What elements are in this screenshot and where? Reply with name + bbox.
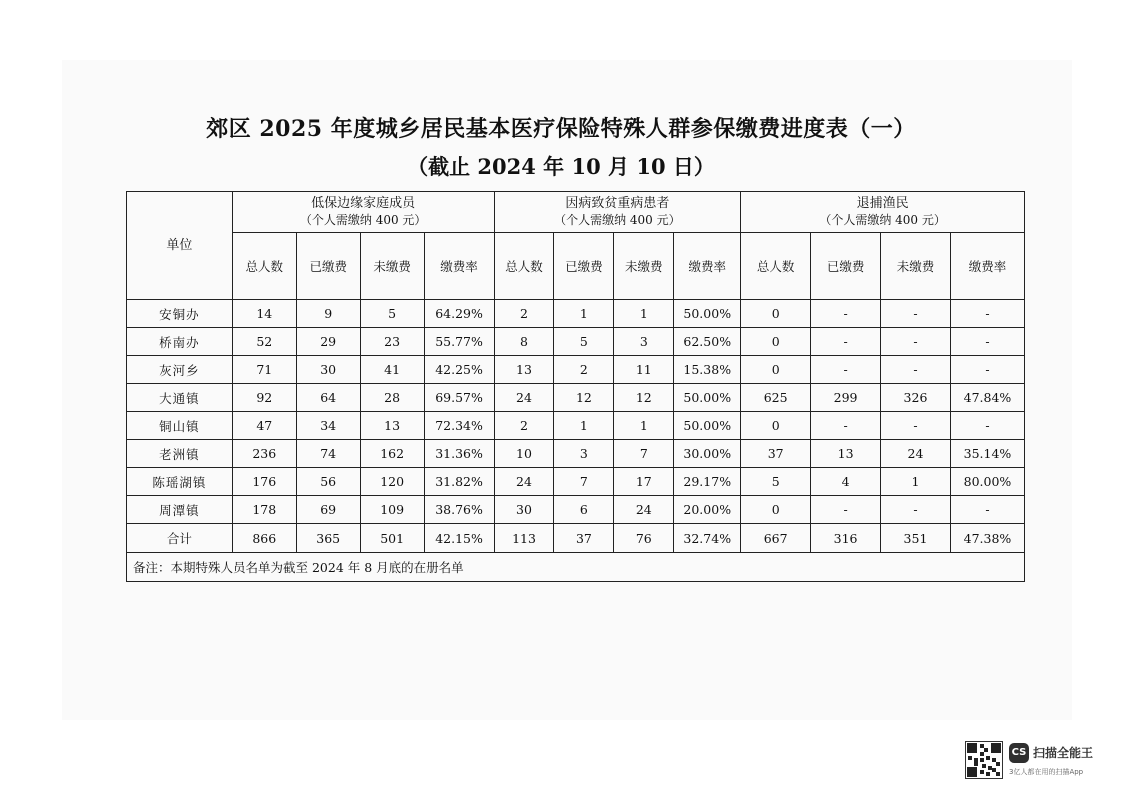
value-cell: - (811, 412, 881, 440)
value-cell: 7 (614, 440, 674, 468)
value-cell: 76 (614, 524, 674, 553)
value-cell: 37 (554, 524, 614, 553)
value-cell: 42.15% (424, 524, 494, 553)
qr-code-icon (965, 741, 1003, 779)
value-cell: 236 (232, 440, 296, 468)
camscanner-logo-icon: CS (1009, 743, 1029, 763)
value-cell: 47 (232, 412, 296, 440)
value-cell: 71 (232, 356, 296, 384)
value-cell: 64 (296, 384, 360, 412)
qr-module (996, 762, 1000, 766)
unit-cell: 大通镇 (127, 384, 233, 412)
value-cell: - (881, 356, 951, 384)
value-cell: 5 (741, 468, 811, 496)
group-name: 因病致贫重病患者 (565, 196, 670, 211)
value-cell: - (881, 300, 951, 328)
column-header: 已缴费 (811, 233, 881, 300)
table-row (127, 468, 1025, 496)
value-cell: 120 (360, 468, 424, 496)
column-header: 缴费率 (424, 233, 494, 300)
value-cell: 1 (614, 300, 674, 328)
value-cell: 162 (360, 440, 424, 468)
table-row (127, 412, 1025, 440)
value-cell: 6 (554, 496, 614, 524)
value-cell: 1 (554, 412, 614, 440)
value-cell: 15.38% (674, 356, 741, 384)
document-title: 郊区 2025 年度城乡居民基本医疗保险特殊人群参保缴费进度表（一） (206, 116, 916, 142)
column-header-row (127, 233, 1025, 300)
value-cell: 501 (360, 524, 424, 553)
value-cell: 24 (881, 440, 951, 468)
qr-module (980, 758, 984, 762)
value-cell: 62.50% (674, 328, 741, 356)
value-cell: 176 (232, 468, 296, 496)
table-row (127, 496, 1025, 524)
value-cell: 42.25% (424, 356, 494, 384)
value-cell: 69.57% (424, 384, 494, 412)
table-row (127, 328, 1025, 356)
value-cell: - (950, 300, 1024, 328)
unit-cell: 老洲镇 (127, 440, 233, 468)
note-row (127, 553, 1025, 582)
value-cell: 2 (494, 412, 554, 440)
value-cell: 80.00% (950, 468, 1024, 496)
value-cell: 56 (296, 468, 360, 496)
table-row (127, 440, 1025, 468)
column-header: 总人数 (232, 233, 296, 300)
column-header: 缴费率 (674, 233, 741, 300)
column-header: 总人数 (741, 233, 811, 300)
column-header: 已缴费 (554, 233, 614, 300)
value-cell: 3 (554, 440, 614, 468)
value-cell: - (950, 496, 1024, 524)
watermark-tagline: 3亿人都在用的扫描App (1009, 768, 1084, 776)
value-cell: 7 (554, 468, 614, 496)
value-cell: 1 (881, 468, 951, 496)
value-cell: 24 (494, 468, 554, 496)
value-cell: 30 (296, 356, 360, 384)
unit-cell: 周潭镇 (127, 496, 233, 524)
value-cell: 55.77% (424, 328, 494, 356)
value-cell: 50.00% (674, 412, 741, 440)
value-cell: 37 (741, 440, 811, 468)
qr-module (982, 764, 986, 768)
qr-module (974, 762, 978, 766)
value-cell: - (881, 496, 951, 524)
value-cell: 13 (360, 412, 424, 440)
value-cell: 24 (494, 384, 554, 412)
value-cell: 12 (614, 384, 674, 412)
unit-cell: 桥南办 (127, 328, 233, 356)
value-cell: - (950, 412, 1024, 440)
value-cell: 0 (741, 496, 811, 524)
column-header: 未缴费 (360, 233, 424, 300)
value-cell: 50.00% (674, 300, 741, 328)
group-note: （个人需缴纳 400 元） (819, 213, 946, 227)
value-cell: 10 (494, 440, 554, 468)
column-header: 总人数 (494, 233, 554, 300)
qr-finder-mark (967, 767, 977, 777)
group-name: 低保边缘家庭成员 (311, 196, 416, 211)
value-cell: 31.36% (424, 440, 494, 468)
value-cell: - (881, 412, 951, 440)
value-cell: 64.29% (424, 300, 494, 328)
value-cell: 74 (296, 440, 360, 468)
table-row (127, 300, 1025, 328)
unit-header: 单位 (127, 192, 233, 300)
value-cell: 2 (494, 300, 554, 328)
value-cell: - (811, 328, 881, 356)
value-cell: 866 (232, 524, 296, 553)
group-header-low-income (232, 192, 494, 233)
value-cell: 52 (232, 328, 296, 356)
unit-cell: 铜山镇 (127, 412, 233, 440)
value-cell: 9 (296, 300, 360, 328)
value-cell: 50.00% (674, 384, 741, 412)
column-header: 已缴费 (296, 233, 360, 300)
unit-cell: 灰河乡 (127, 356, 233, 384)
value-cell: 5 (360, 300, 424, 328)
watermark-app-name: 扫描全能王 (1033, 746, 1094, 760)
value-cell: 24 (614, 496, 674, 524)
value-cell: 0 (741, 356, 811, 384)
value-cell: 23 (360, 328, 424, 356)
value-cell: 8 (494, 328, 554, 356)
group-header-fishermen (741, 192, 1025, 233)
qr-module (984, 748, 988, 752)
value-cell: 72.34% (424, 412, 494, 440)
value-cell: 299 (811, 384, 881, 412)
value-cell: 0 (741, 300, 811, 328)
column-header: 未缴费 (881, 233, 951, 300)
table-row (127, 384, 1025, 412)
table-row (127, 356, 1025, 384)
qr-module (996, 772, 1000, 776)
unit-cell: 合计 (127, 524, 233, 553)
value-cell: 351 (881, 524, 951, 553)
qr-module (986, 756, 990, 760)
value-cell: 41 (360, 356, 424, 384)
progress-table (126, 191, 1025, 582)
value-cell: - (811, 300, 881, 328)
value-cell: 14 (232, 300, 296, 328)
value-cell: 34 (296, 412, 360, 440)
value-cell: 3 (614, 328, 674, 356)
column-header: 缴费率 (950, 233, 1024, 300)
unit-cell: 安铜办 (127, 300, 233, 328)
value-cell: 29 (296, 328, 360, 356)
value-cell: 326 (881, 384, 951, 412)
column-header: 未缴费 (614, 233, 674, 300)
value-cell: - (950, 356, 1024, 384)
group-name: 退捕渔民 (856, 196, 909, 211)
value-cell: 11 (614, 356, 674, 384)
value-cell: 38.76% (424, 496, 494, 524)
value-cell: 5 (554, 328, 614, 356)
value-cell: 113 (494, 524, 554, 553)
value-cell: 0 (741, 328, 811, 356)
value-cell: 47.38% (950, 524, 1024, 553)
value-cell: 17 (614, 468, 674, 496)
group-note: （个人需缴纳 400 元） (299, 213, 427, 227)
value-cell: - (811, 496, 881, 524)
value-cell: 13 (494, 356, 554, 384)
value-cell: 365 (296, 524, 360, 553)
value-cell: 13 (811, 440, 881, 468)
value-cell: 35.14% (950, 440, 1024, 468)
scanner-watermark (965, 740, 1115, 780)
value-cell: 4 (811, 468, 881, 496)
value-cell: 31.82% (424, 468, 494, 496)
value-cell: 47.84% (950, 384, 1024, 412)
unit-cell: 陈瑶湖镇 (127, 468, 233, 496)
value-cell: 109 (360, 496, 424, 524)
table-note: 备注：本期特殊人员名单为截至 2024 年 8 月底的在册名单 (127, 553, 1025, 582)
qr-module (968, 756, 972, 760)
qr-module (986, 772, 990, 776)
qr-module (980, 770, 984, 774)
value-cell: 1 (614, 412, 674, 440)
value-cell: 2 (554, 356, 614, 384)
value-cell: 32.74% (674, 524, 741, 553)
total-row (127, 524, 1025, 553)
value-cell: 316 (811, 524, 881, 553)
value-cell: - (950, 328, 1024, 356)
value-cell: 625 (741, 384, 811, 412)
group-header-illness (494, 192, 741, 233)
value-cell: 0 (741, 412, 811, 440)
document-subtitle: （截止 2024 年 10 月 10 日） (407, 154, 715, 179)
qr-finder-mark (967, 743, 977, 753)
value-cell: - (881, 328, 951, 356)
value-cell: 28 (360, 384, 424, 412)
value-cell: 12 (554, 384, 614, 412)
value-cell: 178 (232, 496, 296, 524)
value-cell: - (811, 356, 881, 384)
value-cell: 667 (741, 524, 811, 553)
value-cell: 30 (494, 496, 554, 524)
value-cell: 29.17% (674, 468, 741, 496)
value-cell: 30.00% (674, 440, 741, 468)
qr-module (980, 752, 984, 756)
value-cell: 20.00% (674, 496, 741, 524)
group-note: （个人需缴纳 400 元） (554, 213, 681, 227)
value-cell: 1 (554, 300, 614, 328)
value-cell: 92 (232, 384, 296, 412)
qr-finder-mark (991, 743, 1001, 753)
value-cell: 69 (296, 496, 360, 524)
